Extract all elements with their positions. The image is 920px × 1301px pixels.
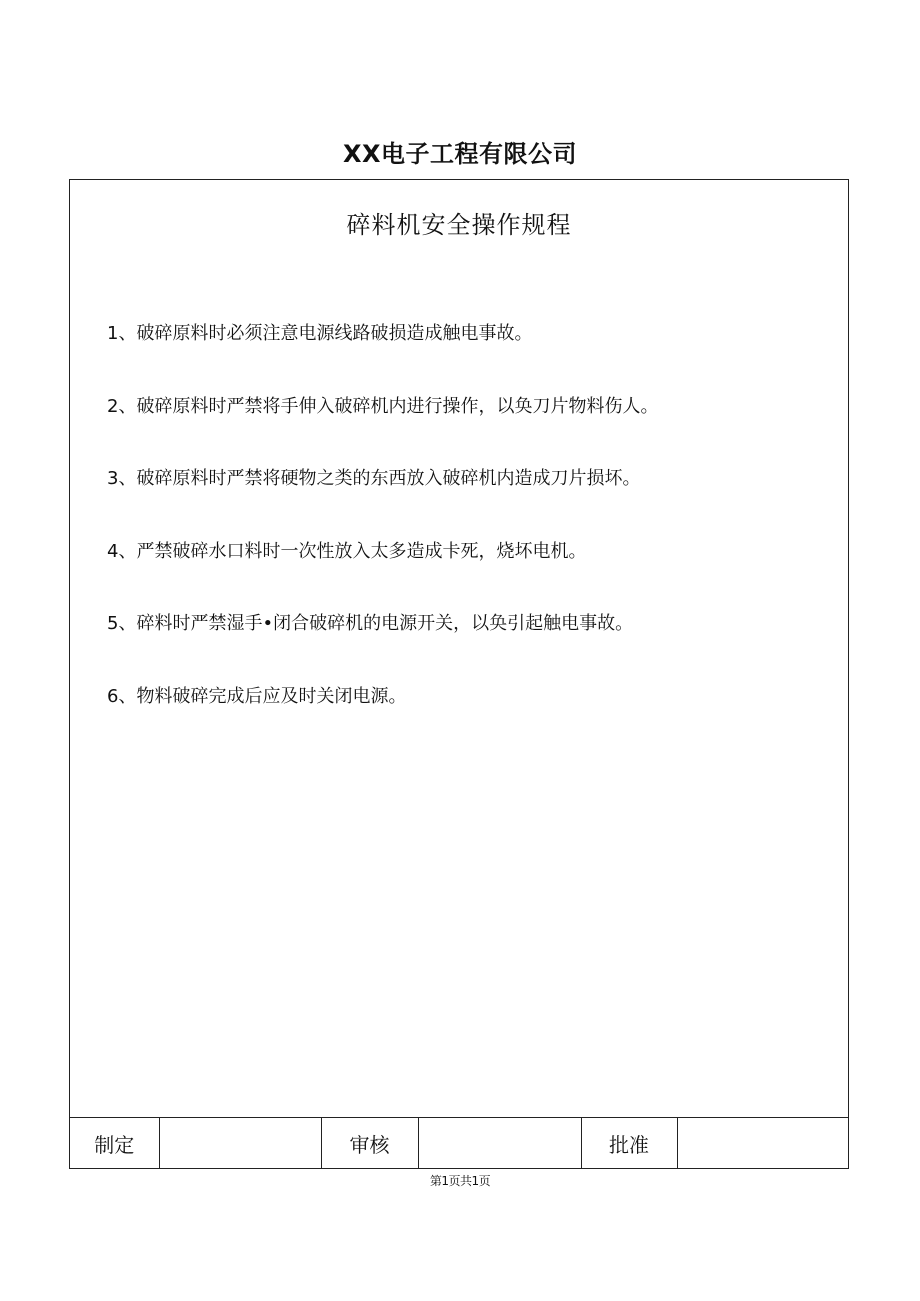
review-value-cell bbox=[418, 1118, 581, 1170]
rules-list bbox=[107, 318, 827, 753]
rule-number: 2、 bbox=[107, 395, 137, 417]
rule-number: 6、 bbox=[107, 685, 137, 707]
rule-item-5 bbox=[107, 608, 827, 681]
rule-item-1 bbox=[107, 318, 827, 391]
rule-number: 3、 bbox=[107, 468, 137, 489]
rule-item-2 bbox=[107, 391, 827, 464]
approve-label: 批准 bbox=[581, 1118, 677, 1170]
signoff-row bbox=[70, 1118, 848, 1170]
signoff-table bbox=[70, 1117, 848, 1169]
document-frame bbox=[69, 179, 849, 1169]
made-value-cell bbox=[159, 1118, 321, 1170]
review-label: 审核 bbox=[321, 1118, 418, 1170]
rule-text: 破碎原料时严禁将手伸入破碎机内进行操作，以奂刀片物料伤人。 bbox=[136, 395, 659, 417]
rule-text: 碎料时严禁湿手•闭合破碎机的电源开关，以奂引起触电事故。 bbox=[136, 613, 634, 634]
rule-item-4 bbox=[107, 536, 827, 609]
rule-text: 破碎原料时必须注意电源线路破损造成触电事故。 bbox=[136, 323, 533, 344]
rule-number: 4、 bbox=[107, 540, 137, 562]
company-name: XX电子工程有限公司 bbox=[342, 140, 577, 168]
rule-number: 5、 bbox=[107, 613, 137, 634]
rule-item-3 bbox=[107, 463, 827, 536]
rule-item-6 bbox=[107, 681, 827, 754]
approve-value-cell bbox=[677, 1118, 848, 1170]
document-title: 碎料机安全操作规程 bbox=[346, 211, 572, 239]
rule-text: 严禁破碎水口料时一次性放入太多造成卡死，烧坏电机。 bbox=[136, 540, 587, 562]
page-number: 第1页共1页 bbox=[429, 1174, 491, 1188]
rule-text: 破碎原料时严禁将硬物之类的东西放入破碎机内造成刀片损坏。 bbox=[136, 468, 641, 489]
rule-number: 1、 bbox=[107, 323, 137, 344]
made-label: 制定 bbox=[70, 1118, 159, 1170]
rule-text: 物料破碎完成后应及时关闭电源。 bbox=[136, 685, 407, 707]
